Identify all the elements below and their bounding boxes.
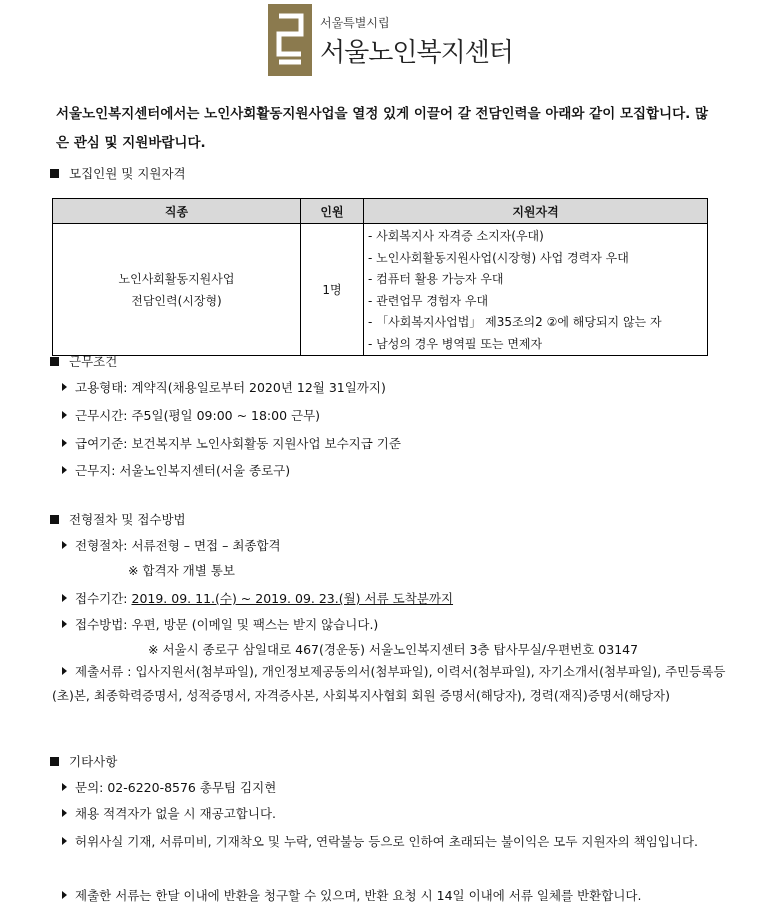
triangle-bullet-icon: [62, 411, 67, 419]
logo-title: 서울노인복지센터: [320, 38, 513, 68]
triangle-bullet-icon: [62, 466, 67, 474]
section-other-heading: 기타사항: [50, 752, 117, 770]
qual-item: - 컴퓨터 활용 가능자 우대: [368, 272, 504, 286]
qual-item: - 노인사회활동지원사업(시장형) 사업 경력자 우대: [368, 250, 629, 265]
section-recruit-heading: 모집인원 및 지원자격: [50, 164, 186, 182]
qual-item: - 사회복지사 자격증 소지자(우대): [368, 229, 544, 243]
section-process-heading: 전형절차 및 접수방법: [50, 510, 186, 528]
triangle-bullet-icon: [62, 383, 67, 391]
section-conditions-heading: 근무조건: [50, 352, 117, 370]
triangle-bullet-icon: [62, 667, 67, 675]
count-cell: 1명: [301, 224, 364, 356]
list-item: 근무시간: 주5일(평일 09:00 ~ 18:00 근무): [62, 406, 320, 424]
process-method: 접수방법: 우편, 방문 (이메일 및 팩스는 받지 않습니다.): [62, 615, 378, 633]
qual-item: - 관련업무 경험자 우대: [368, 293, 489, 308]
triangle-bullet-icon: [62, 891, 67, 899]
list-item: 고용형태: 계약직(채용일로부터 2020년 12월 31일까지): [62, 378, 386, 396]
triangle-bullet-icon: [62, 809, 67, 817]
square-bullet-icon: [50, 169, 59, 178]
triangle-bullet-icon: [62, 837, 67, 845]
job-cell: [53, 224, 301, 356]
triangle-bullet-icon: [62, 594, 67, 602]
square-bullet-icon: [50, 515, 59, 524]
triangle-bullet-icon: [62, 783, 67, 791]
process-documents: 제출서류 : 입사지원서(첨부파일), 개인정보제공동의서(첨부파일), 이력서(첨부파일), 자기소개서(첨부파일), 주민등록등(초)본, 최종학력증명서, 성적증명서, 자격증사본, 사회복지사협회 회원 증명서(해당자), 경력(재직)증명서(해당자): [52, 664, 726, 703]
process-period: 접수기간: 2019. 09. 11.(수) ~ 2019. 09. 23.(월) 서류 도착분까지: [62, 589, 453, 607]
qual-item: - 남성의 경우 병역필 또는 면제자: [368, 336, 543, 351]
qualification-cell: [364, 224, 708, 356]
table-header-row: [53, 199, 708, 224]
address-note: ※ 서울시 종로구 삼일대로 467(경운동) 서울노인복지센터 3층 탑사무실/우편번호 03147: [148, 642, 639, 657]
col-count: 인원: [301, 199, 364, 224]
list-item: 근무지: 서울노인복지센터(서울 종로구): [62, 461, 290, 479]
square-bullet-icon: [50, 757, 59, 766]
seoul-center-logo-icon: [268, 4, 312, 76]
recruit-table: [52, 198, 708, 356]
process-steps: 전형절차: 서류전형 – 면접 – 최종합격: [62, 536, 281, 554]
col-job: 직종: [53, 199, 301, 224]
triangle-bullet-icon: [62, 541, 67, 549]
contact-item: 문의: 02-6220-8576 총무팀 김지현: [62, 778, 276, 796]
square-bullet-icon: [50, 357, 59, 366]
list-item: 급여기준: 보건복지부 노인사회활동 지원사업 보수지급 기준: [62, 434, 401, 452]
table-row: [53, 224, 708, 356]
job-line1: 노인사회활동지원사업: [118, 271, 235, 286]
triangle-bullet-icon: [62, 620, 67, 628]
steps-note: ※ 합격자 개별 통보: [128, 563, 235, 578]
logo-subtitle: 서울특별시립: [320, 16, 390, 30]
job-line2: 전담인력(시장형): [131, 293, 222, 308]
false-info-item: 허위사실 기재, 서류미비, 기재착오 및 누락, 연락불능 등으로 인하여 초래되는 불이익은 모두 지원자의 책임입니다.: [62, 828, 738, 855]
period-value: 2019. 09. 11.(수) ~ 2019. 09. 23.(월) 서류 도착분까지: [131, 591, 454, 606]
qual-item: - 「사회복지사업법」 제35조의2 ②에 해당되지 않는 자: [368, 315, 662, 329]
intro-paragraph: 서울노인복지센터에서는 노인사회활동지원사업을 열정 있게 이끌어 갈 전담인력을 아래와 같이 모집합니다. 많은 관심 및 지원바랍니다.: [56, 106, 709, 151]
rehire-item: 채용 적격자가 없을 시 재공고합니다.: [62, 804, 276, 822]
col-qualification: 지원자격: [364, 199, 708, 224]
return-docs-item: 제출한 서류는 한달 이내에 반환을 청구할 수 있으며, 반환 요청 시 14일 이내에 서류 일체를 반환합니다.: [62, 886, 641, 904]
triangle-bullet-icon: [62, 439, 67, 447]
